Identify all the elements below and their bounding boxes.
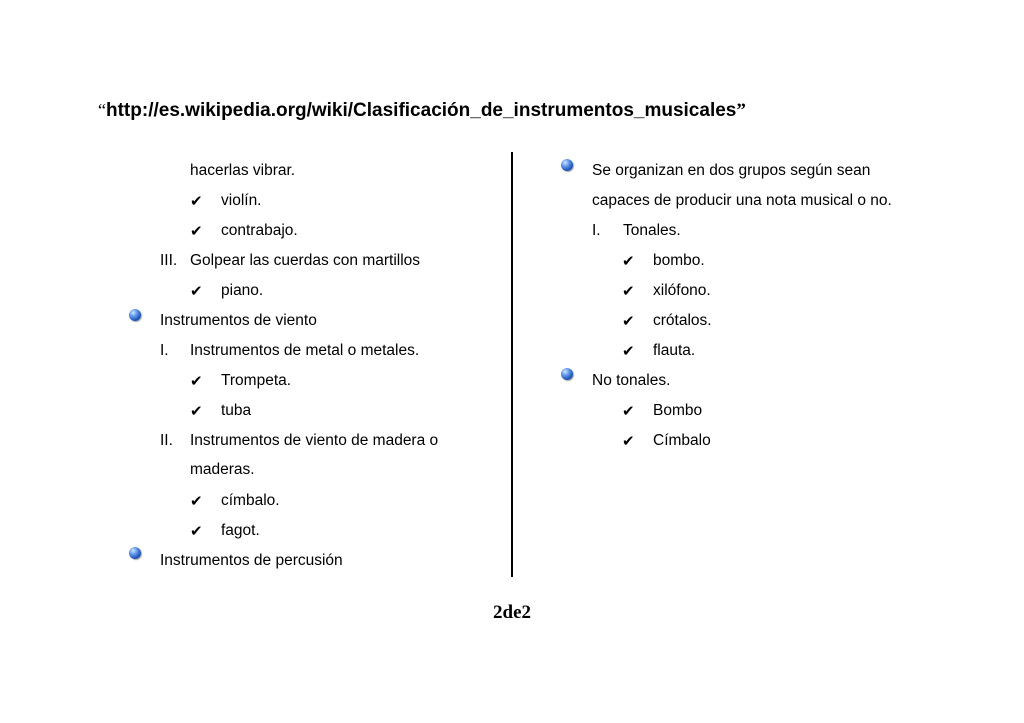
list-heading-continuation: maderas. xyxy=(190,461,255,478)
paragraph-line: capaces de producir una nota musical o no. xyxy=(592,192,892,209)
roman-numeral: II. xyxy=(160,432,173,449)
check-icon: ✔ xyxy=(190,403,203,420)
list-item: crótalos. xyxy=(653,312,712,329)
paragraph-line: Se organizan en dos grupos según sean xyxy=(592,162,871,179)
check-icon: ✔ xyxy=(622,403,635,420)
roman-numeral: I. xyxy=(592,222,601,239)
check-icon: ✔ xyxy=(190,523,203,540)
open-quote: “ xyxy=(98,100,106,120)
close-quote: ” xyxy=(736,100,746,121)
check-icon: ✔ xyxy=(190,283,203,300)
roman-numeral: I. xyxy=(160,342,169,359)
check-icon: ✔ xyxy=(190,493,203,510)
section-heading: Instrumentos de percusión xyxy=(160,552,343,569)
check-icon: ✔ xyxy=(622,433,635,450)
list-item: contrabajo. xyxy=(221,222,298,239)
list-item: címbalo. xyxy=(221,492,280,509)
sphere-bullet-icon xyxy=(129,309,141,321)
source-url-heading xyxy=(98,100,746,122)
list-item: flauta. xyxy=(653,342,696,359)
column-divider xyxy=(511,152,513,577)
list-item: fagot. xyxy=(221,522,260,539)
sphere-bullet-icon xyxy=(561,368,573,380)
section-heading: No tonales. xyxy=(592,372,671,389)
list-heading: Tonales. xyxy=(623,222,681,239)
check-icon: ✔ xyxy=(622,253,635,270)
page-number: 2de2 xyxy=(493,602,531,623)
source-url[interactable]: http://es.wikipedia.org/wiki/Clasificación_de_instrumentos_musicales xyxy=(106,100,737,121)
check-icon: ✔ xyxy=(190,223,203,240)
check-icon: ✔ xyxy=(622,283,635,300)
sphere-bullet-icon xyxy=(561,159,573,171)
list-heading: Instrumentos de metal o metales. xyxy=(190,342,420,359)
roman-numeral: III. xyxy=(160,252,178,269)
list-item: Trompeta. xyxy=(221,372,292,389)
list-heading: Golpear las cuerdas con martillos xyxy=(190,252,421,269)
list-item: xilófono. xyxy=(653,282,711,299)
list-item: bombo. xyxy=(653,252,705,269)
check-icon: ✔ xyxy=(190,373,203,390)
section-heading: Instrumentos de viento xyxy=(160,312,317,329)
check-icon: ✔ xyxy=(190,193,203,210)
list-item: tuba xyxy=(221,402,252,419)
check-icon: ✔ xyxy=(622,313,635,330)
sphere-bullet-icon xyxy=(129,547,141,559)
check-icon: ✔ xyxy=(622,343,635,360)
list-item: violín. xyxy=(221,192,262,209)
list-heading: Instrumentos de viento de madera o xyxy=(190,432,439,449)
continuation-text: hacerlas vibrar. xyxy=(190,162,296,179)
list-item: piano. xyxy=(221,282,264,299)
list-item: Címbalo xyxy=(653,432,711,449)
list-item: Bombo xyxy=(653,402,703,419)
